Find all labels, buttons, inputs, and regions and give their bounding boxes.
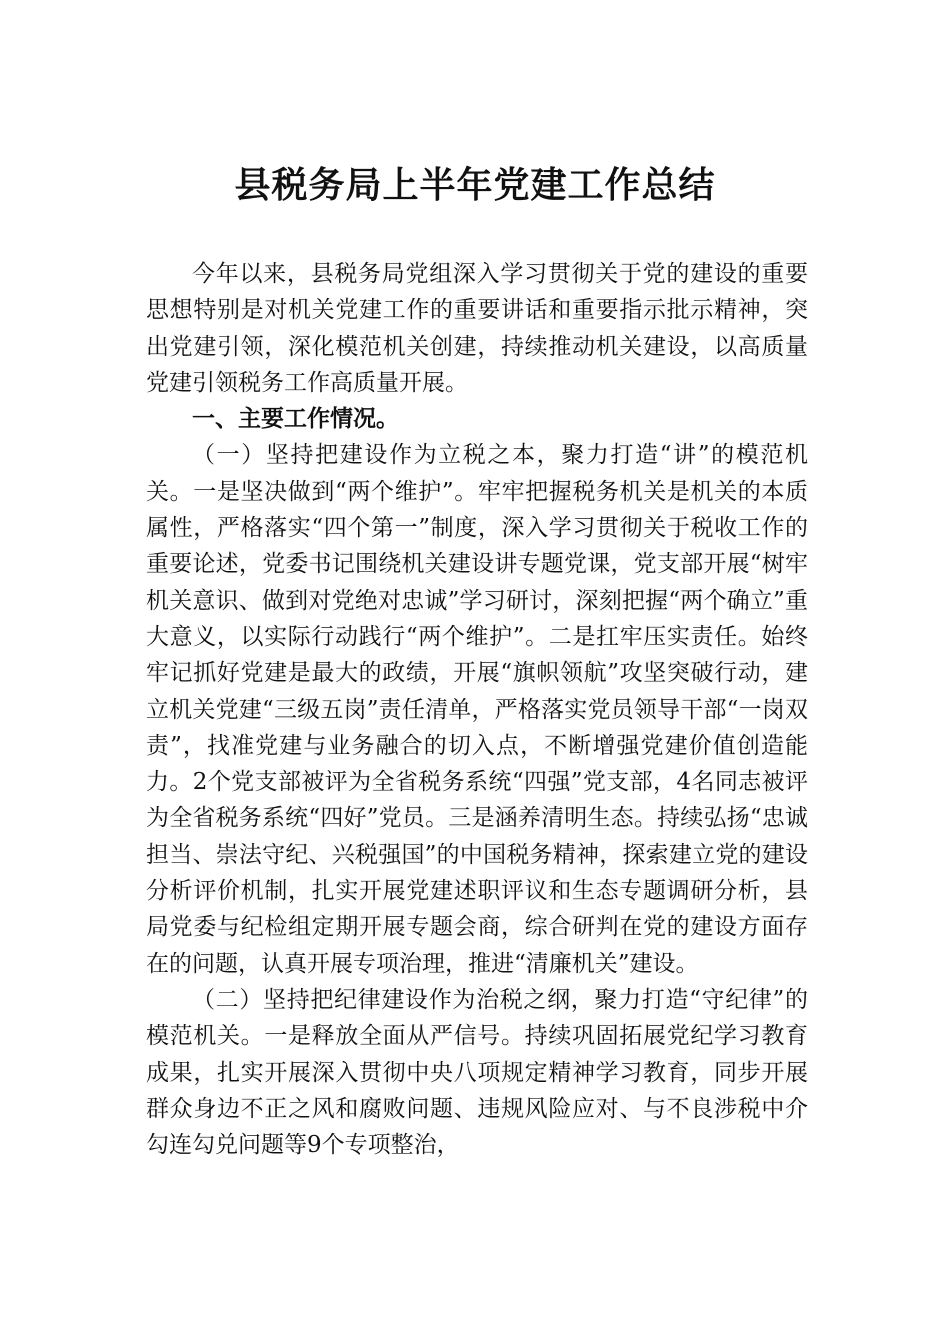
subsection-2-body: 一是释放全面从严信号。持续巩固拓展党纪学习教育成果，扎实开展深入贯彻中央八项规定精神学习教育，同步开展群众身边不正之风和腐败问题、违规风险应对、与不良涉税中介勾连勾兑问题等9个专项整治，: [146, 1023, 809, 1159]
subsection-2-paragraph: [146, 982, 808, 1163]
document-body: [146, 256, 808, 1163]
subsection-2-heading: （二）坚持把纪律建设作为治税之纲，聚力打造“守纪律”的模范机关。: [146, 986, 808, 1050]
section-heading-main-work: 一、主要工作情况。: [192, 406, 399, 433]
subsection-1-heading: （一）坚持把建设作为立税之本，聚力打造“讲”的模范机关。: [146, 442, 808, 505]
subsection-1-paragraph: [146, 437, 808, 981]
document-title: 县税务局上半年党建工作总结: [234, 164, 716, 206]
subsection-1-body: 一是坚决做到“两个维护”。牢牢把握税务机关是机关的本质属性，严格落实“四个第一”制度，深入学习贯彻关于税收工作的重要论述，党委书记围绕机关建设讲专题党课，党支部开展“树牢机关意识、做到对党绝对忠诚”学习研讨，深刻把握“两个确立”重大意义，以实际行动践行“两个维护”。二是扛牢压实责任。始终牢记抓好党建是最大的政绩，开展“旗帜领航”攻坚突破行动，建立机关党建“三级五岗”责任清单，严格落实党员领导干部“一岗双责”，找准党建与业务融合的切入点，不断增强党建价值创造能力。2个党支部被评为全省税务系统“四强”党支部，4名同志被评为全省税务系统“四好”党员。三是涵养清明生态。持续弘扬“忠诚担当、崇法守纪、兴税强国”的中国税务精神，探索建立党的建设分析评价机制，扎实开展党建述职评议和生态专题调研分析，县局党委与纪检组定期开展专题会商，综合研判在党的建设方面存在的问题，认真开展专项治理，推进“清廉机关”建设。: [146, 478, 808, 977]
intro-paragraph: 今年以来，县税务局党组深入学习贯彻关于党的建设的重要思想特别是对机关党建工作的重要讲话和重要指示批示精神，突出党建引领，深化模范机关创建，持续推动机关建设，以高质量党建引领税务工作高质量开展。: [146, 261, 808, 396]
